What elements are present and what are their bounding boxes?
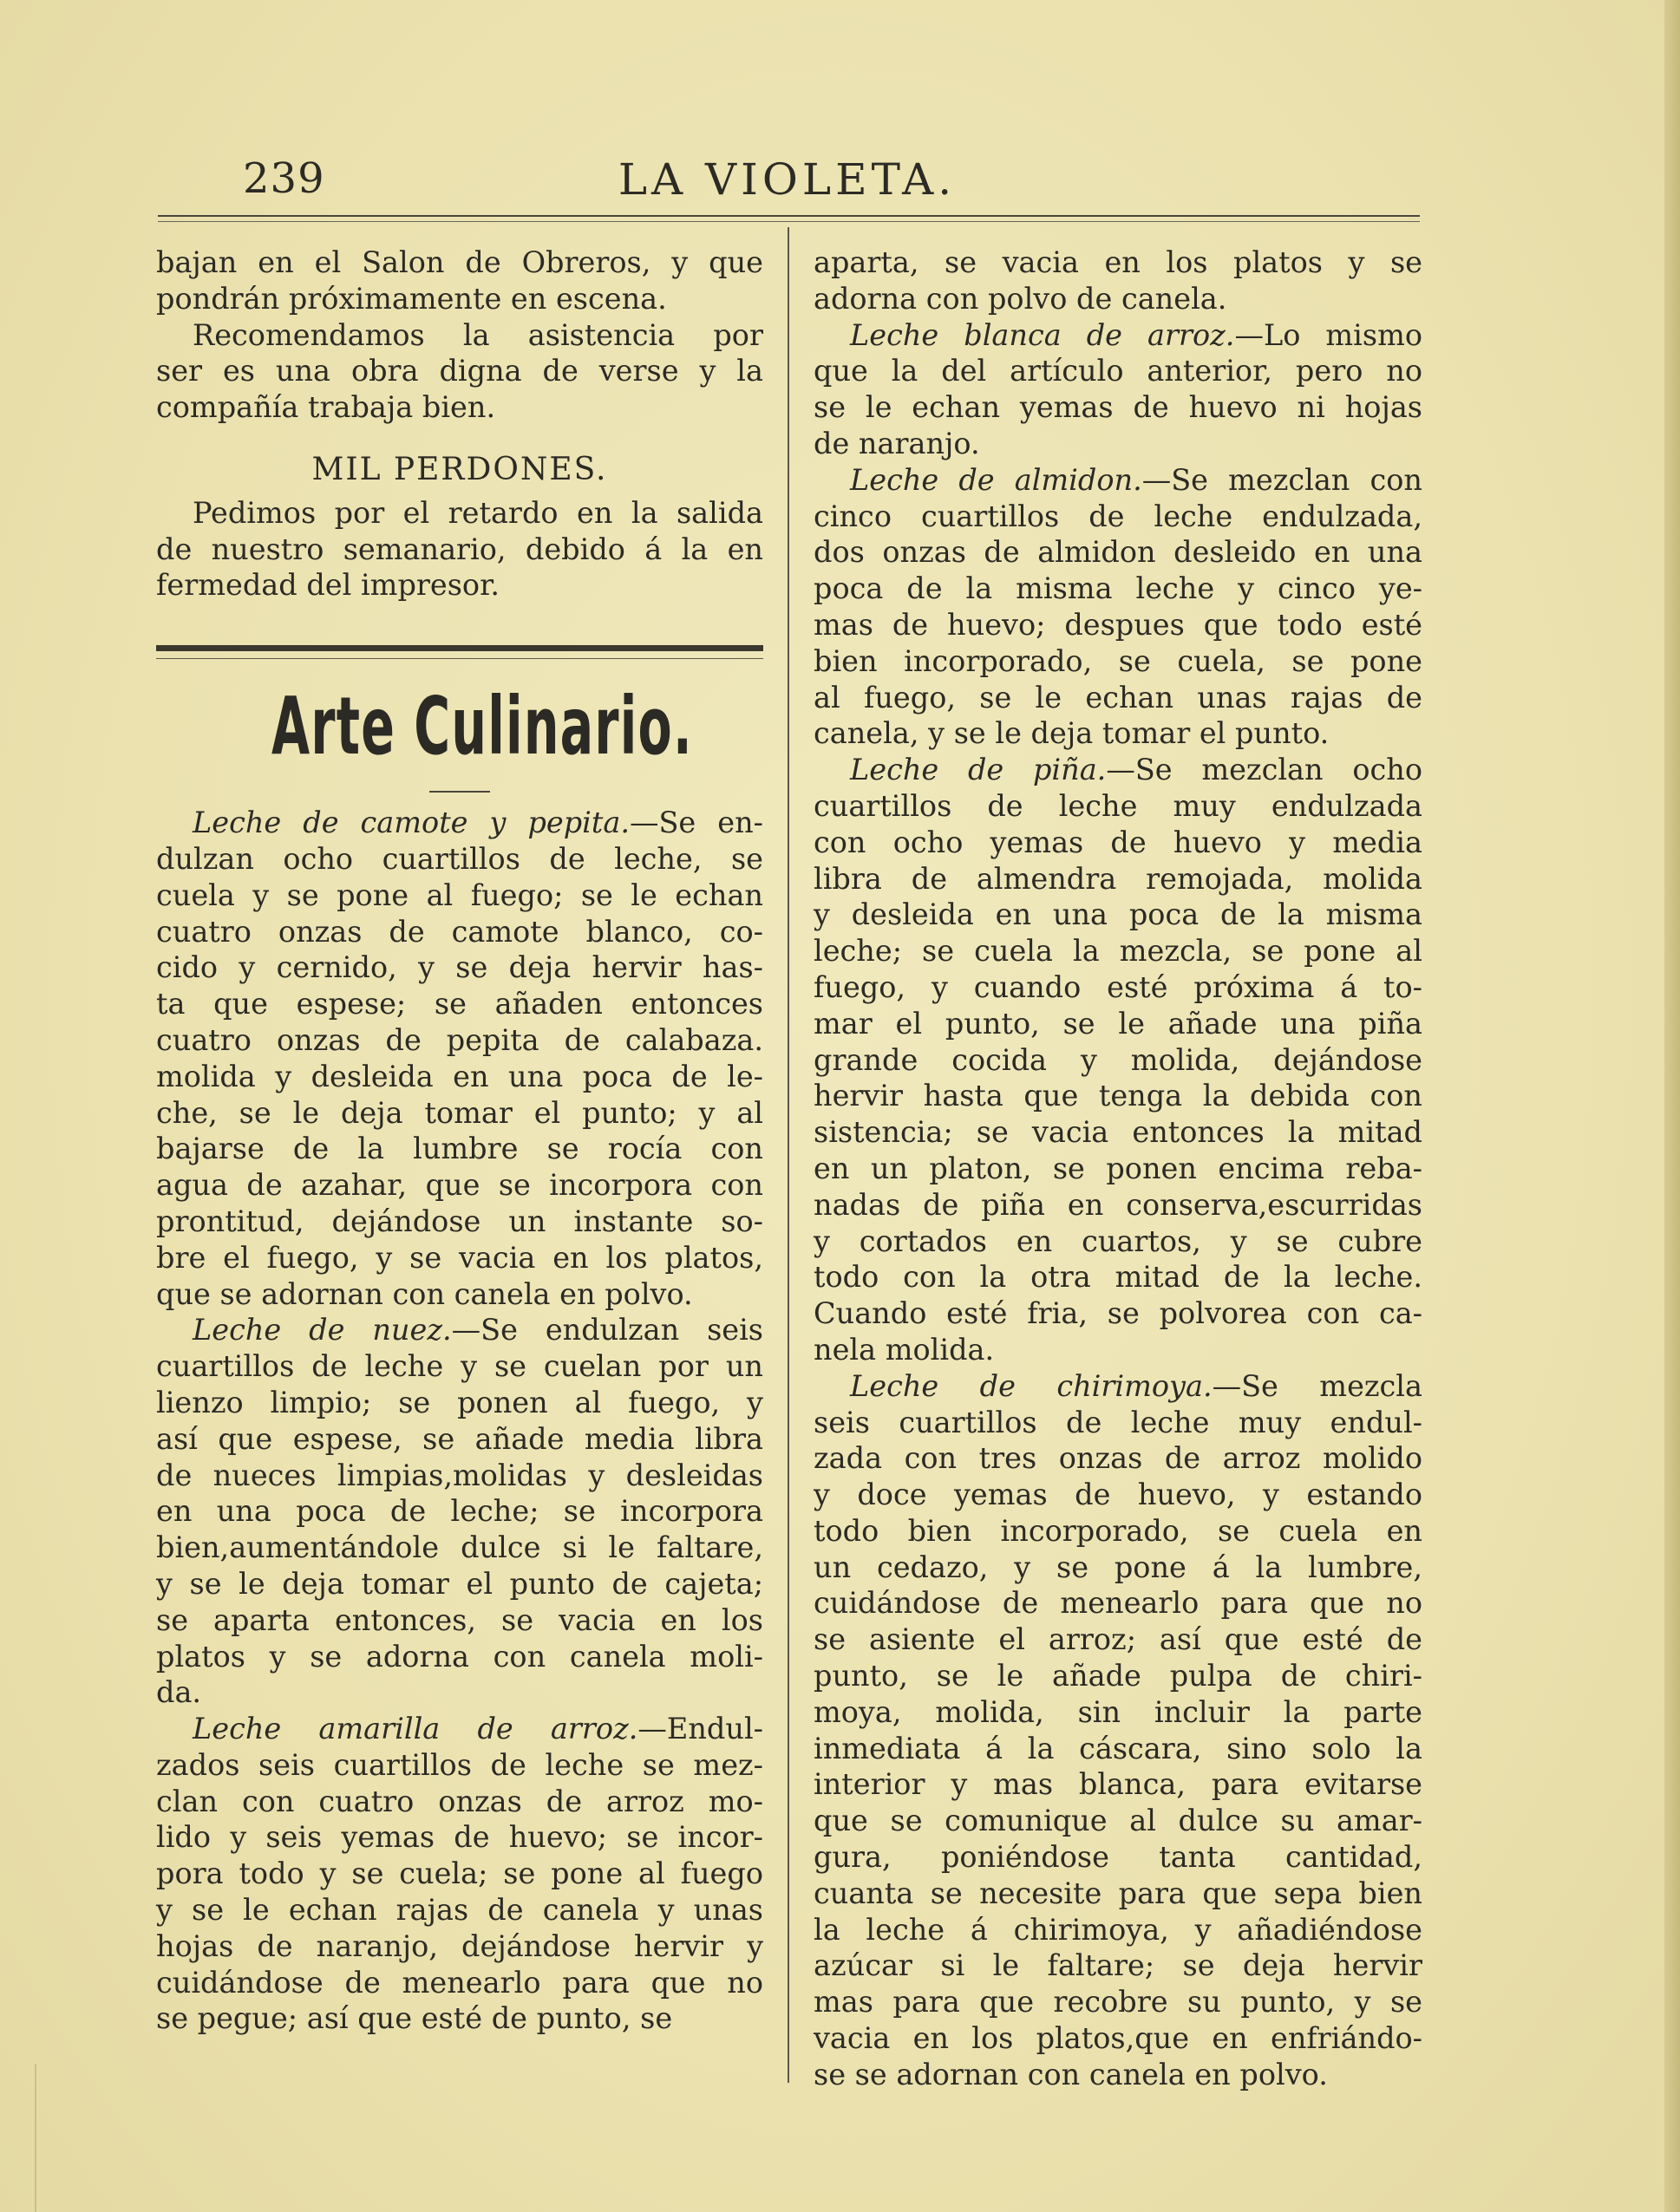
recipe-text-line: dulzan ocho cuartillos de leche, se — [156, 841, 763, 876]
recipe-text-line: al fuego, se le echan unas rajas de — [814, 680, 1422, 714]
left-column — [156, 245, 763, 2037]
recipe-text-line: gura, poniéndose tanta cantidad, — [814, 1840, 1422, 1875]
recipe-text-line: clan con cuatro onzas de arroz mo- — [156, 1784, 763, 1818]
recipe-text-line: mas de huevo; despues que todo esté — [814, 607, 1422, 642]
recipe-text: —Endul- — [637, 1712, 763, 1746]
recipe-text-line: grande cocida y molida, dejándose — [814, 1042, 1422, 1077]
recipe-text-line: y desleida en una poca de la misma — [814, 897, 1422, 932]
recipe-text-line: sistencia; se vacia entonces la mitad — [814, 1115, 1422, 1150]
apology-line: fermedad del impresor. — [156, 568, 500, 603]
apology-paragraph — [156, 495, 763, 604]
recipe-6 — [814, 1368, 1422, 2093]
recipe-text-line: pora todo y se cuela; se pone al fuego — [156, 1856, 763, 1891]
recipe-text-line: cuela y se pone al fuego; se le echan — [156, 878, 763, 912]
recipe-text-line: inmediata á la cáscara, sino solo la — [814, 1731, 1422, 1765]
recipe-text-line: bien,aumentándole dulce si le faltare, — [156, 1530, 763, 1565]
recipe-5 — [814, 752, 1422, 1368]
recipe-text: —Se endulzan seis — [451, 1313, 763, 1347]
recipe-text-line: cuidándose de menearlo para que no — [156, 1965, 763, 2000]
section-title: Arte Culinario. — [271, 680, 693, 773]
recipe-text-line: cinco cuartillos de leche endulzada, — [814, 499, 1422, 533]
recipe-text-line: agua de azahar, que se incorpora con — [156, 1168, 763, 1203]
recipe-4 — [814, 462, 1422, 752]
recipe-text-line: y cortados en cuartos, y se cubre — [814, 1223, 1422, 1258]
recipe-title: Leche de nuez. — [193, 1313, 452, 1347]
recipe-text-line: en una poca de leche; se incorpora — [156, 1494, 763, 1529]
recipe-1 — [156, 1312, 763, 1711]
recipe-text-line: todo con la otra mitad de la leche. — [814, 1260, 1422, 1295]
recipe-text-line: mar el punto, se le añade una piña — [814, 1006, 1422, 1041]
recipe-first-line — [156, 1711, 763, 1747]
recipe-text-line: cuidándose de menearlo para que no — [814, 1586, 1422, 1621]
recipe-text-line: azúcar si le faltare; se deja hervir — [814, 1948, 1422, 1983]
recipe-text-line: y doce yemas de huevo, y estando — [814, 1478, 1422, 1512]
recipe-first-line — [814, 462, 1422, 499]
recipe-text-line: en un platon, se ponen encima reba- — [814, 1151, 1422, 1185]
recipe-text: —Se mezcla — [1212, 1368, 1422, 1403]
recipe-text-line: molida y desleida en una poca de le- — [156, 1059, 763, 1093]
recipe-title: Leche de piña. — [850, 753, 1107, 787]
recipe-text-line: cuartillos de leche muy endulzada — [814, 788, 1422, 823]
recipe-text-line: así que espese, se añade media libra — [156, 1421, 763, 1456]
title-rule — [429, 791, 490, 793]
recipe-first-line — [814, 317, 1422, 354]
recipe-text-line: nela molida. — [814, 1332, 995, 1367]
recipe-text-line: y se le echan rajas de canela y unas — [156, 1893, 763, 1928]
recipe-text-line: hojas de naranjo, dejándose hervir y — [156, 1928, 763, 1963]
recipe-first-line — [814, 752, 1422, 788]
journal-title: LA VIOLETA. — [618, 154, 957, 205]
page-number: 239 — [243, 154, 325, 203]
recipe-text-line: che, se le deja tomar el punto; y al — [156, 1095, 763, 1130]
recipe-text-line: que la del artículo anterior, pero no — [814, 354, 1422, 388]
recipe-text-line: de naranjo. — [814, 426, 980, 460]
recipe-text-line: platos y se adorna con canela moli- — [156, 1639, 763, 1674]
intro-line: compañía trabaja bien. — [156, 390, 496, 425]
recipe-title: Leche de camote y pepita. — [193, 806, 630, 840]
recipe-text-line: Cuando esté fria, se polvorea con ca- — [814, 1296, 1422, 1331]
recipe-text-line: seis cuartillos de leche muy endul- — [814, 1405, 1422, 1439]
recipe-text-line: da. — [156, 1675, 202, 1710]
recipe-text-line: se asiente el arroz; así que esté de — [814, 1622, 1422, 1657]
recipe-text-line: se pegue; así que esté de punto, se — [156, 2001, 673, 2036]
recipe-text-line: ta que espese; se añaden entonces — [156, 987, 763, 1021]
recipe-first-line — [156, 1312, 763, 1348]
recipe-text-line: libra de almendra remojada, molida — [814, 861, 1422, 896]
recipe-text-line: zados seis cuartillos de leche se mez- — [156, 1747, 763, 1782]
recipe-text-line: punto, se le añade pulpa de chiri- — [814, 1659, 1422, 1693]
recipe-text-line: cuanta se necesite para que sepa bien — [814, 1876, 1422, 1910]
recipe-text-line: con ocho yemas de huevo y media — [814, 825, 1422, 859]
recipe-text-line: bien incorporado, se cuela, se pone — [814, 643, 1422, 678]
recipe-text-line: un cedazo, y se pone á la lumbre, — [814, 1550, 1422, 1584]
recipe-3 — [814, 317, 1422, 462]
intro-paragraph — [156, 317, 763, 426]
recipe-title: Leche de chirimoya. — [850, 1368, 1213, 1403]
continuation-line: adorna con polvo de canela. — [814, 281, 1227, 316]
page-header — [156, 154, 1418, 206]
recipe-text: —Lo mismo — [1234, 317, 1423, 352]
recipe-text-line: todo bien incorporado, se cuela en — [814, 1513, 1422, 1548]
section-rule-thick — [156, 645, 763, 651]
recipe-text-line: leche; se cuela la mezcla, se pone al — [814, 934, 1422, 969]
recipe-text-line: hervir hasta que tenga la debida con — [814, 1079, 1422, 1113]
recipe-text-line: la leche á chirimoya, y añadiéndose — [814, 1912, 1422, 1947]
recipe-text-line: interior y mas blanca, para evitarse — [814, 1767, 1422, 1802]
recipe-text-line: prontitud, dejándose un instante so- — [156, 1204, 763, 1238]
recipe-text: —Se en- — [629, 806, 763, 840]
apology-line: Pedimos por el retardo en la salida — [193, 495, 763, 530]
recipe-text-line: bre el fuego, y se vacia en los platos, — [156, 1240, 763, 1275]
paper-fold — [0, 2064, 36, 2212]
recipe-text-line: poca de la misma leche y cinco ye- — [814, 571, 1422, 606]
column-divider — [788, 227, 789, 2083]
recipe-title: Leche de almidon. — [850, 462, 1142, 497]
recipe-text-line: cuatro onzas de camote blanco, co- — [156, 914, 763, 949]
recipe-text-line: que se comunique al dulce su amar- — [814, 1804, 1422, 1838]
intro-line: Recomendamos la asistencia por — [193, 317, 763, 352]
recipe-text-line: se aparta entonces, se vacia en los — [156, 1602, 763, 1637]
recipe-text-line: canela, y se le deja tomar el punto. — [814, 716, 1330, 751]
recipe-text-line: que se adornan con canela en polvo. — [156, 1276, 693, 1311]
recipe-0 — [156, 805, 763, 1312]
recipe-text-line: cuatro onzas de pepita de calabaza. — [156, 1022, 763, 1057]
recipe-text-line: zada con tres onzas de arroz molido — [814, 1441, 1422, 1476]
intro-line: ser es una obra digna de verse y la — [156, 354, 763, 388]
recipe-first-line — [814, 1368, 1422, 1405]
section-rule-thin — [156, 658, 763, 659]
recipe-text-line: mas para que recobre su punto, y se — [814, 1985, 1422, 2020]
recipe-text-line: y se le deja tomar el punto de cajeta; — [156, 1566, 763, 1601]
recipe-text-line: lido y seis yemas de huevo; se incor- — [156, 1820, 763, 1855]
recipe-text-line: vacia en los platos,que en enfriándo- — [814, 2021, 1422, 2056]
recipe-text-line: de nueces limpias,molidas y desleidas — [156, 1458, 763, 1492]
right-column — [814, 245, 1422, 2093]
recipe-title: Leche amarilla de arroz. — [193, 1712, 638, 1746]
recipe-text-line: dos onzas de almidon desleido en una — [814, 535, 1422, 570]
recipe-text-line: cido y cernido, y se deja hervir has- — [156, 950, 763, 985]
section-heading: MIL PERDONES. — [311, 451, 608, 487]
recipe-text: —Se mezclan con — [1141, 462, 1422, 497]
recipe-text-line: se se adornan con canela en polvo. — [814, 2057, 1328, 2091]
recipe-text: —Se mezclan ocho — [1106, 753, 1423, 787]
recipe-title: Leche blanca de arroz. — [850, 317, 1235, 352]
recipe-text-line: se le echan yemas de huevo ni hojas — [814, 390, 1422, 425]
recipe-text-line: nadas de piña en conserva,escurridas — [814, 1187, 1422, 1222]
recipe-2 — [156, 1711, 763, 2037]
continuation-line: aparta, se vacia en los platos y se — [814, 245, 1422, 279]
recipe-text-line: cuartillos de leche y se cuelan por un — [156, 1349, 763, 1384]
page-edge — [1664, 0, 1680, 2212]
intro-line: pondrán próximamente en escena. — [156, 281, 667, 316]
intro-line: bajan en el Salon de Obreros, y que — [156, 245, 763, 279]
apology-line: de nuestro semanario, debido á la en — [156, 532, 763, 566]
recipe-text-line: moya, molida, sin incluir la parte — [814, 1694, 1422, 1729]
header-rule — [158, 215, 1420, 222]
recipe-text-line: lienzo limpio; se ponen al fuego, y — [156, 1385, 763, 1419]
recipe-first-line — [156, 805, 763, 841]
recipe-text-line: fuego, y cuando esté próxima á to- — [814, 969, 1422, 1004]
recipe-text-line: bajarse de la lumbre se rocía con — [156, 1132, 763, 1166]
